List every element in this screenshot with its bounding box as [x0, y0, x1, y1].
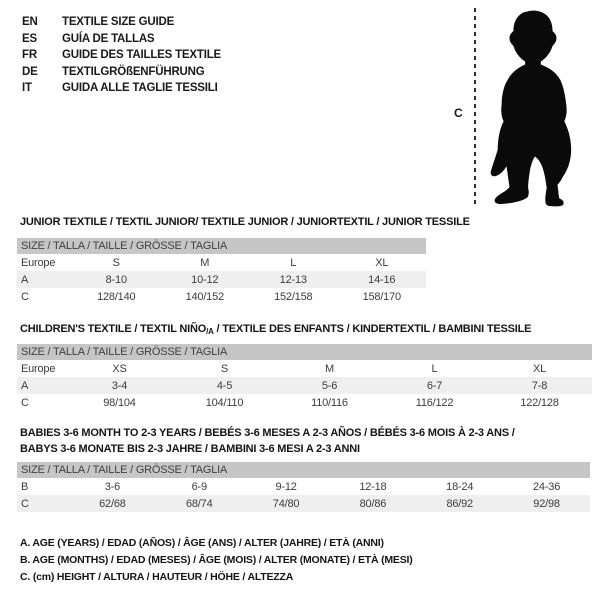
table-cell: 5-6: [277, 377, 382, 394]
table-cell: 152/158: [274, 290, 313, 303]
table-cell: 62/68: [69, 495, 156, 512]
lang-title: TEXTILGRÖßENFÜHRUNG: [62, 65, 205, 78]
junior-size-table: [17, 254, 426, 305]
table-row: [17, 360, 592, 377]
table-cell: 158/170: [362, 290, 401, 303]
row-label: C: [21, 396, 29, 409]
table-cell: S: [112, 256, 120, 269]
table-cell: 12-18: [359, 480, 387, 493]
height-measure-label: C: [454, 106, 463, 120]
table-cell: 4-5: [172, 377, 277, 394]
row-label: Europe: [21, 256, 56, 269]
language-title-list: [22, 14, 221, 97]
row-label: A: [17, 271, 72, 288]
lang-code: DE: [22, 65, 38, 78]
table-cell: 116/122: [415, 396, 454, 409]
row-label: C: [17, 495, 69, 512]
table-cell: 24-36: [533, 480, 561, 493]
babies-title-line2: BABYS 3-6 MONATE BIS 2-3 JAHRE / BAMBINI 3-6 MESI A 2-3 ANNI: [20, 443, 360, 455]
table-cell: 3-6: [104, 480, 121, 493]
lang-row-es: [22, 31, 221, 48]
children-title-subscript: /A: [206, 327, 214, 336]
children-table-title: [20, 323, 531, 336]
table-cell: 80/86: [329, 495, 416, 512]
table-cell: S: [220, 362, 229, 375]
table-cell: 74/80: [243, 495, 330, 512]
footnote-c: C. (cm) HEIGHT / ALTURA / HAUTEUR / HÖHE / ALTEZZA: [20, 571, 294, 583]
table-cell: 14-16: [338, 271, 427, 288]
table-cell: 110/116: [311, 396, 348, 409]
table-cell: 128/140: [97, 290, 136, 303]
lang-code: EN: [22, 16, 38, 28]
table-cell: 104/110: [205, 396, 244, 409]
table-cell: 86/92: [416, 495, 503, 512]
table-cell: M: [325, 362, 334, 375]
lang-title: TEXTILE SIZE GUIDE: [62, 16, 175, 28]
footnote-a: A. AGE (YEARS) / EDAD (AÑOS) / ÂGE (ANS) / ALTER (JAHRE) / ETÀ (ANNI): [20, 537, 384, 549]
lang-row-de: [22, 64, 221, 81]
table-cell: 18-24: [446, 480, 474, 493]
lang-code: ES: [22, 32, 37, 45]
table-cell: 6-7: [382, 377, 487, 394]
table-cell: L: [290, 256, 297, 269]
table-row: [17, 254, 426, 271]
table-row: [17, 377, 592, 394]
babies-size-header-bar: SIZE / TALLA / TAILLE / GRÖSSE / TAGLIA: [17, 462, 590, 478]
lang-row-en: [22, 14, 221, 31]
row-label: C: [21, 290, 29, 303]
toddler-silhouette-icon: [486, 9, 578, 213]
row-label: A: [17, 377, 67, 394]
lang-code: FR: [22, 49, 37, 61]
junior-table-title: JUNIOR TEXTILE / TEXTIL JUNIOR/ TEXTILE JUNIOR / JUNIORTEXTIL / JUNIOR TESSILE: [20, 216, 470, 228]
table-cell: 12-13: [249, 271, 338, 288]
babies-size-table: [17, 478, 590, 512]
height-dashed-line: [474, 8, 476, 208]
children-title-after: / TEXTILE DES ENFANTS / KINDERTEXTIL / BAMBINI TESSILE: [213, 323, 532, 335]
table-cell: 92/98: [503, 495, 590, 512]
table-cell: 3-4: [67, 377, 172, 394]
row-label: Europe: [21, 362, 56, 375]
table-cell: 10-12: [161, 271, 250, 288]
lang-title: GUIDA ALLE TAGLIE TESSILI: [62, 82, 218, 94]
table-cell: XL: [375, 256, 389, 269]
junior-size-header-bar: SIZE / TALLA / TAILLE / GRÖSSE / TAGLIA: [17, 238, 426, 254]
table-cell: 7-8: [487, 377, 592, 394]
lang-row-it: [22, 80, 221, 97]
table-row: [17, 478, 590, 495]
babies-title-line1: BABIES 3-6 MONTH TO 2-3 YEARS / BEBÉS 3-6 MESES A 2-3 AÑOS / BÉBÉS 3-6 MOIS À 2-3 ANS /: [20, 427, 515, 439]
children-size-table: [17, 360, 592, 411]
row-label: B: [21, 480, 29, 493]
table-cell: 8-10: [72, 271, 161, 288]
table-cell: 68/74: [156, 495, 243, 512]
table-cell: XS: [112, 362, 127, 375]
table-cell: 98/104: [103, 396, 136, 409]
footnote-b: B. AGE (MONTHS) / EDAD (MESES) / ÂGE (MOIS) / ALTER (MONATE) / ETÀ (MESI): [20, 554, 413, 566]
children-title-before: CHILDREN'S TEXTILE / TEXTIL NIÑO: [20, 323, 207, 335]
table-cell: 140/152: [185, 290, 224, 303]
table-row: [17, 394, 592, 411]
children-size-header-bar: SIZE / TALLA / TAILLE / GRÖSSE / TAGLIA: [17, 344, 592, 360]
table-cell: 6-9: [191, 480, 207, 493]
table-row: [17, 288, 426, 305]
lang-title: GUIDE DES TAILLES TEXTILE: [62, 49, 221, 61]
footnotes: [20, 535, 413, 586]
table-cell: L: [431, 362, 438, 375]
lang-code: IT: [22, 82, 32, 94]
babies-table-title: [20, 425, 515, 457]
lang-row-fr: [22, 47, 221, 64]
lang-title: GUÍA DE TALLAS: [62, 32, 155, 45]
table-cell: 122/128: [520, 396, 559, 409]
table-row: [17, 271, 426, 288]
table-cell: M: [200, 256, 210, 269]
table-row: [17, 495, 590, 512]
table-cell: 9-12: [275, 480, 297, 493]
table-cell: XL: [532, 362, 547, 375]
